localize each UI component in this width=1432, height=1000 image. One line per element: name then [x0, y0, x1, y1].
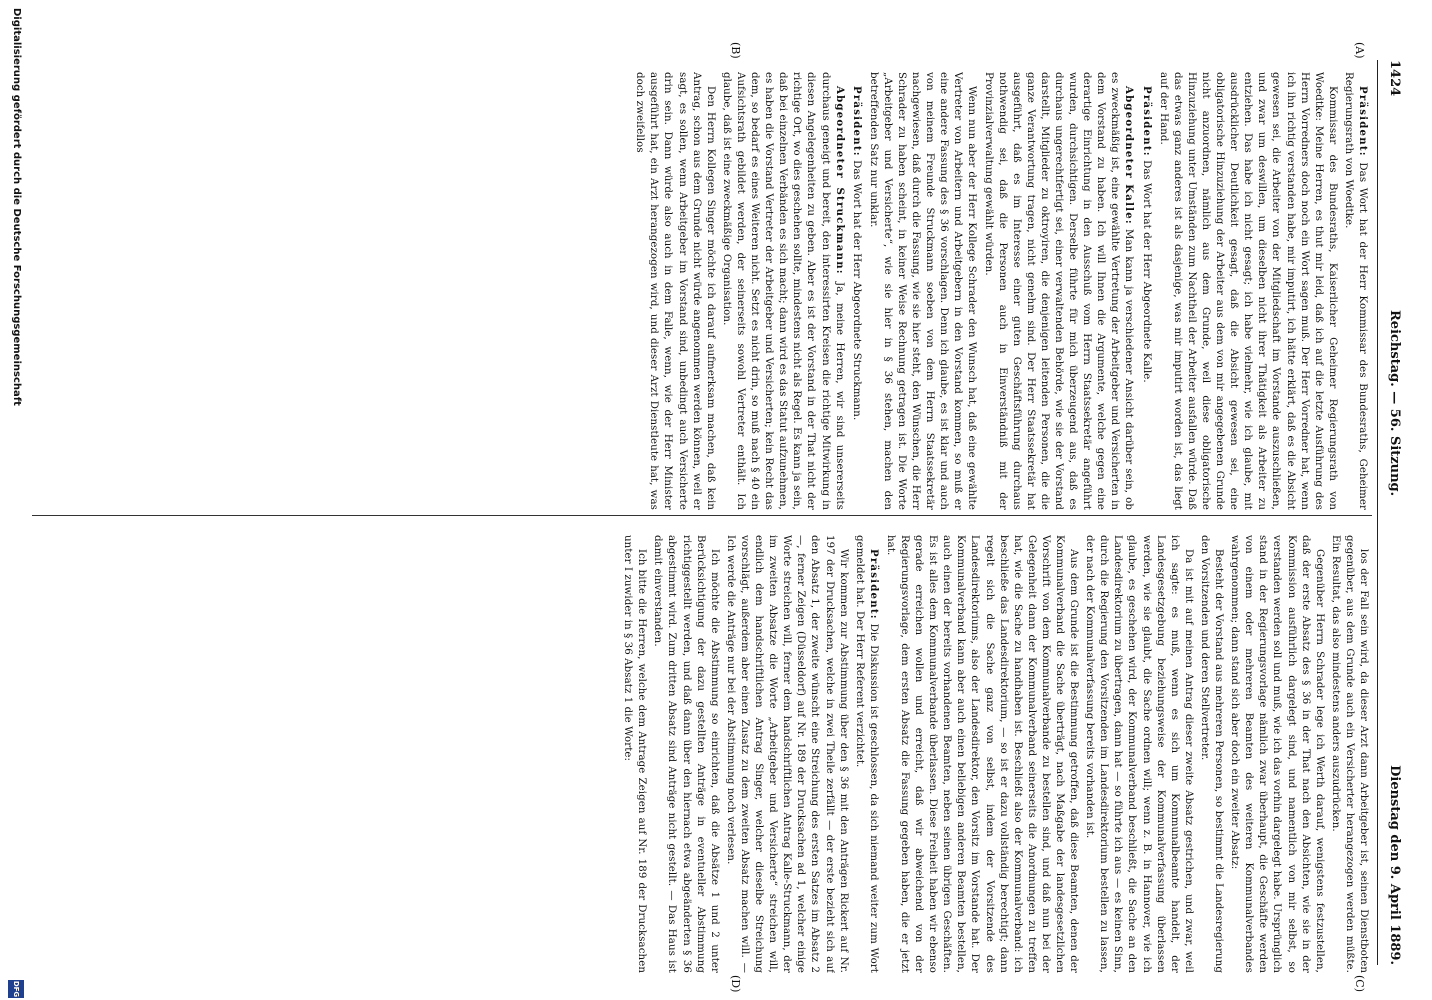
- page-header: [1380, 60, 1406, 965]
- text-column-right: [40, 535, 1370, 973]
- speaker-label: Präsident:: [867, 549, 880, 620]
- paragraph: [1139, 72, 1154, 510]
- margin-marker-b: (B): [729, 42, 742, 59]
- paragraph-text: Aus dem Grunde ist die Bestimmung getroffen, daß diese Beamten, denen der Kommunalverband die Sache überträgt, nach Maßgabe der landesgesetzlichen Vorschrift von dem Kommunalverbande zu bestellen sind, und daß nun bei der Gelegenheit dann der Kommunalverband seinerseits die Anordnungen zu treffen hat, wie die Sache zu handhaben ist. Beschließt also der Kommunalverband: ich beschließe das Landesdirektorium, — so ist er dazu vollständig berechtigt; dann regelt sich die Sache ganz von selbst, indem der Vorsitzende des Landesdirektoriums, also der Landesdirektor, den Vorsitz im Vorstande hat. Der Kommunalverband kann aber auch einen beliebigen anderen Beamten bestellen, auch einen der bereits vorhandenen Beamten, neben seinen übrigen Geschäften. Es ist alles dem Kommunalverbande überlassen. Diese Freiheit haben wir ebenso gerade erreichen wollen und erreicht, daß wir abweichend von der Regierungsvorlage, dem ersten Absatz die Fassung gegeben haben, die er jetzt hat.: [884, 535, 1080, 973]
- paragraph: [980, 72, 1136, 510]
- speaker-label: Präsident:: [1140, 86, 1153, 157]
- paragraph-text: los der Fall sein wird, da dieser Arzt dann Arbeitgeber ist, seinen Dienstboten gegenüber, aus dem Grunde auch ein Versicherter herangezogen werden müßte. Ein Resultat, das also mindestens anders auszudrücken.: [1329, 535, 1369, 973]
- paragraph: [1082, 535, 1195, 973]
- paragraph-text: Ich möchte die Abstimmung so einrichten, daß die Absätze 1 und 2 unter Berücksichtigung der dazu gestellten Anträge in eventueller Abstimmung richtiggestellt werden, und daß dann über den hiernach etwa abgeänderten § 36 abgestimmt wird. Zum dritten Absatz sind Anträge nicht gestellt. — Das Haus ist damit einverstanden.: [652, 535, 720, 973]
- margin-marker-a: (A): [1353, 42, 1366, 59]
- speaker-label: Abgeordneter Kalle:: [1123, 86, 1136, 225]
- margin-marker-d: (D): [729, 975, 742, 993]
- speaker-label: Präsident:: [1357, 86, 1369, 157]
- paragraph-text: Da ist mit auf meinen Antrag dieser zweite Absatz gestrichen, und zwar, weil ich sagte: es muß, wenn es sich um Kommunalbeamte handelt, der Landesgesetzgebung beziehungsweise der Kommunalverfassung überlassen werden, wie sie glaubt, die Sache ordnen will; wenn z. B. in Hannover, wie ich glaube, es geschehen wird, der Kommunalverband beschließt, die Sache an den Landesdirektorium zu übertragen, dann hat — so führte ich aus — es keinen Sinn, durch die Regierung den Vorsitzenden im Landesdirektorium bestellen zu lassen, der nach der Kommunalverfassung bereits vorhanden ist.: [1084, 535, 1194, 973]
- paragraph-text: Das Wort hat der Herr Abgeordnete Kalle.: [1140, 160, 1152, 383]
- paragraph: [852, 535, 881, 973]
- paragraph: [719, 72, 847, 510]
- paragraph-text: Die Diskussion ist geschlossen, da sich niemand weiter zum Wort gemeldet hat. Der Herr Referent verzichtet.: [853, 535, 879, 973]
- paragraph: [1341, 72, 1370, 510]
- paragraph-text: Das Wort hat der Herr Kommissar des Bundesraths, Geheimer Regierungsrath von Woedtke.: [1342, 72, 1368, 510]
- header-rule: [1377, 60, 1378, 965]
- session-date: Dienstag den 9. April 1889.: [1387, 765, 1402, 965]
- paragraph-text: Ich bitte die Herren, welche dem Antrage Zeigen auf Nr. 189 der Drucksachen unter I zuwider in § 36 Absatz 1 die Worte:: [622, 535, 648, 973]
- paragraph: [620, 535, 648, 973]
- session-title: Reichstag. — 56. Sitzung.: [1387, 310, 1402, 497]
- column-divider: [32, 515, 1372, 516]
- paragraph-text: Besteht der Vorstand aus mehreren Personen, so bestimmt die Landesregierung den Vorsitzenden und deren Stellvertreter.: [1198, 535, 1225, 973]
- paragraph: [883, 535, 1080, 973]
- paragraph: [1328, 535, 1370, 973]
- paragraph-text: Ja, meine Herren, wir sind unsererseits durchaus geneigt und bereit, den interessirten Kreisen die richtige Mitwirkung in diesen Angelegenheiten zu geben. Aber es ist der Vorstand in der That nicht der richtige Ort, wo dies geschehen sollte, mindestens nicht als Regel. Es kann ja sein, daß bei einzelnen Verbänden es sich macht; dann wird es das Statut aufzunehmen, es haben die Vorstand Vertreter der Arbeitgeber und Versicherten; kein Recht das dem, so bedarf es eines Weiteren nicht. Setzt es nicht drin, so muß nach § 40 ein Aufsichtsrath gebildet werden, der seinerseits sowohl Vertreter enthält. Ich glaube, daß ist eine zweckmäßige Organisation.: [720, 72, 845, 510]
- paragraph: [866, 72, 979, 510]
- paragraph-text: Den Herrn Kollegen Singer möchte ich darauf aufmerksam machen, daß kein Antrag, schon aus dem Grunde nicht würde angenommen werden können, weil er sagt, es sollen, wenn Arbeitgeber im Vorstand sind, unbedingt auch Versicherte drin sein. Dann würde also auch in dem Falle, wenn, wie der Herr Minister ausgeführt hat, ein Arzt herangezogen wird, und dieser Arzt Dienstleute hat, was doch zweifellos: [634, 72, 716, 510]
- paragraph-text: Wenn nun aber der Herr Kollege Schrader den Wunsch hat, daß eine gewählte Vertreter von Arbeitern und Arbeitgebern in den Vorstand kommen, so muß er eine andere Fassung des § 36 vorschlagen. Denn ich glaube, es ist klar und auch von meinem Freunde Struckmann soeben von dem Herrn Staatssekretär nachgewiesen, daß durch die Fassung, wie sie hier steht, den Wünschen, die Herr Schrader zu haben scheint, in keiner Weise Rechnung getragen ist. Die Worte „Arbeitgeber und Versicherte“, wie sie hier in § 36 stehen, machen den betreffenden Satz nur unklar.: [867, 72, 978, 510]
- page-number: 1424: [1387, 60, 1402, 97]
- paragraph: [849, 72, 864, 510]
- speaker-label: Präsident:: [850, 86, 863, 157]
- paragraph-text: Man kann ja verschiedener Ansicht darüber sein, ob es zweckmäßig ist, eine gewählte Vertretung der Arbeitgeber und Versicherten in dem Vorstand zu haben. Ich will Ihnen die Argumente, welche gegen eine derartige Einrichtung in den Ausschuß vom Herrn Staatssekretär angeführt wurden, durchsichtigen. Derselbe führte für mich überzeugend aus, daß es durchaus ungerechtfertigt sei, einer verwaltenden Behörde, wie sie der Vorstand darstellt, Mitglieder zu oktroyiren, die denjenigen leitenden Personen, die die ganze Verantwortung tragen, nicht genehm sind. Der Herr Staatssekretär hat ausgeführt, daß es im Interesse einer guten Geschäftsführung durchaus nothwendig sei, daß die Personen auch in Einverständniß mit der Provinzialverwaltung gewählt würden.: [982, 72, 1135, 510]
- paragraph: [650, 535, 720, 973]
- paragraph: [1156, 72, 1339, 510]
- paragraph: [723, 535, 850, 973]
- speaker-label: Abgeordneter Struckmann:: [833, 86, 846, 275]
- paragraph-text: Das Wort hat der Herr Abgeordnete Struckmann.: [850, 160, 862, 421]
- text-column-left: [40, 72, 1370, 510]
- paragraph-text: Gegenüber Herrn Schrader lege ich Werth darauf, wenigstens festzustellen, daß der erste Absatz des § 36 in der That nach den Absichten, wie sie in der Kommission ausführlich dargelegt sind, und namentlich von mir selbst, so verstanden werden soll und muß, wie ich das vorhin dargelegt habe. Ursprünglich stand in der Regierungsvorlage nämlich zwar überhaupt, die Geschäfte werden von einem oder mehreren Beamten des weiteren Kommunalverbandes wahrgenommen; dann stand sich aber doch ein zweiter Absatz:: [1229, 535, 1325, 973]
- paragraph: [1227, 535, 1326, 973]
- dfg-logo-icon: DFG: [8, 980, 24, 998]
- paragraph: [632, 72, 717, 510]
- funding-credit: Digitalisierung gefördert durch die Deutsche Forschungsgemeinschaft: [11, 8, 22, 406]
- digitization-footer: [0, 0, 30, 1000]
- paragraph-text: Kommissar des Bundesraths, Kaiserlicher Geheimer Regierungsrath von Woedtke: Meine Herren, es thut mir leid, daß ich auf die letzte Ausführung des Herrn Vorredners doch noch ein Wort sagen muß. Der Herr Vorredner hat, wenn ich ihn richtig verstanden habe, mir imputirt, ich hätte erklärt, daß es die Absicht gewesen sei, die Arbeiter von der Mitgliedschaft im Vorstande auszuschließen, und zwar um deswillen, um dieselben nicht ihrer Thätigkeit als Arbeiter zu entziehen. Das habe ich nicht gesagt; ich habe vielmehr, wie ich glaube, mit ausdrücklicher Deutlichkeit gesagt, daß die Absicht gewesen sei, eine obligatorische Hinzuziehung der Arbeiter aus dem von mir angegebenen Grunde nicht anzuordnen, nämlich aus dem Grunde, weil diese obligatorische Hinzuziehung unter Umständen zum Nachtheil der Arbeiter ausfallen würde. Daß das etwas ganz anderes ist als dasjenige, was mir imputirt worden ist, das liegt auf der Hand.: [1157, 72, 1338, 510]
- margin-marker-c: (C): [1353, 975, 1366, 992]
- paragraph: [1197, 535, 1225, 973]
- paragraph-text: Wir kommen zur Abstimmung über den § 36 mit den Anträgen Rickert auf Nr. 197 der Drucksachen, welche in zwei Theile zerfällt — der erste bezieht sich auf den Absatz 1, der zweite wünscht eine Streichung des ersten Satzes im Absatz 2 —, ferner Zeigen (Düsseldorf) auf Nr. 189 der Drucksachen ad 1, welcher einige Worte streichen will, ferner dem handschriftlichen Antrag Kalle-Struckmann, der im zweiten Absatze die Worte „Arbeitgeber und Versicherte“ streichen will, endlich dem handschriftlichen Antrag Singer, welcher dieselbe Streichung vorschlägt, außerdem aber einen Zusatz zu dem zweiten Absatz machen will. — Ich werde die Anträge nur bei der Abstimmung noch verlesen.: [724, 535, 849, 973]
